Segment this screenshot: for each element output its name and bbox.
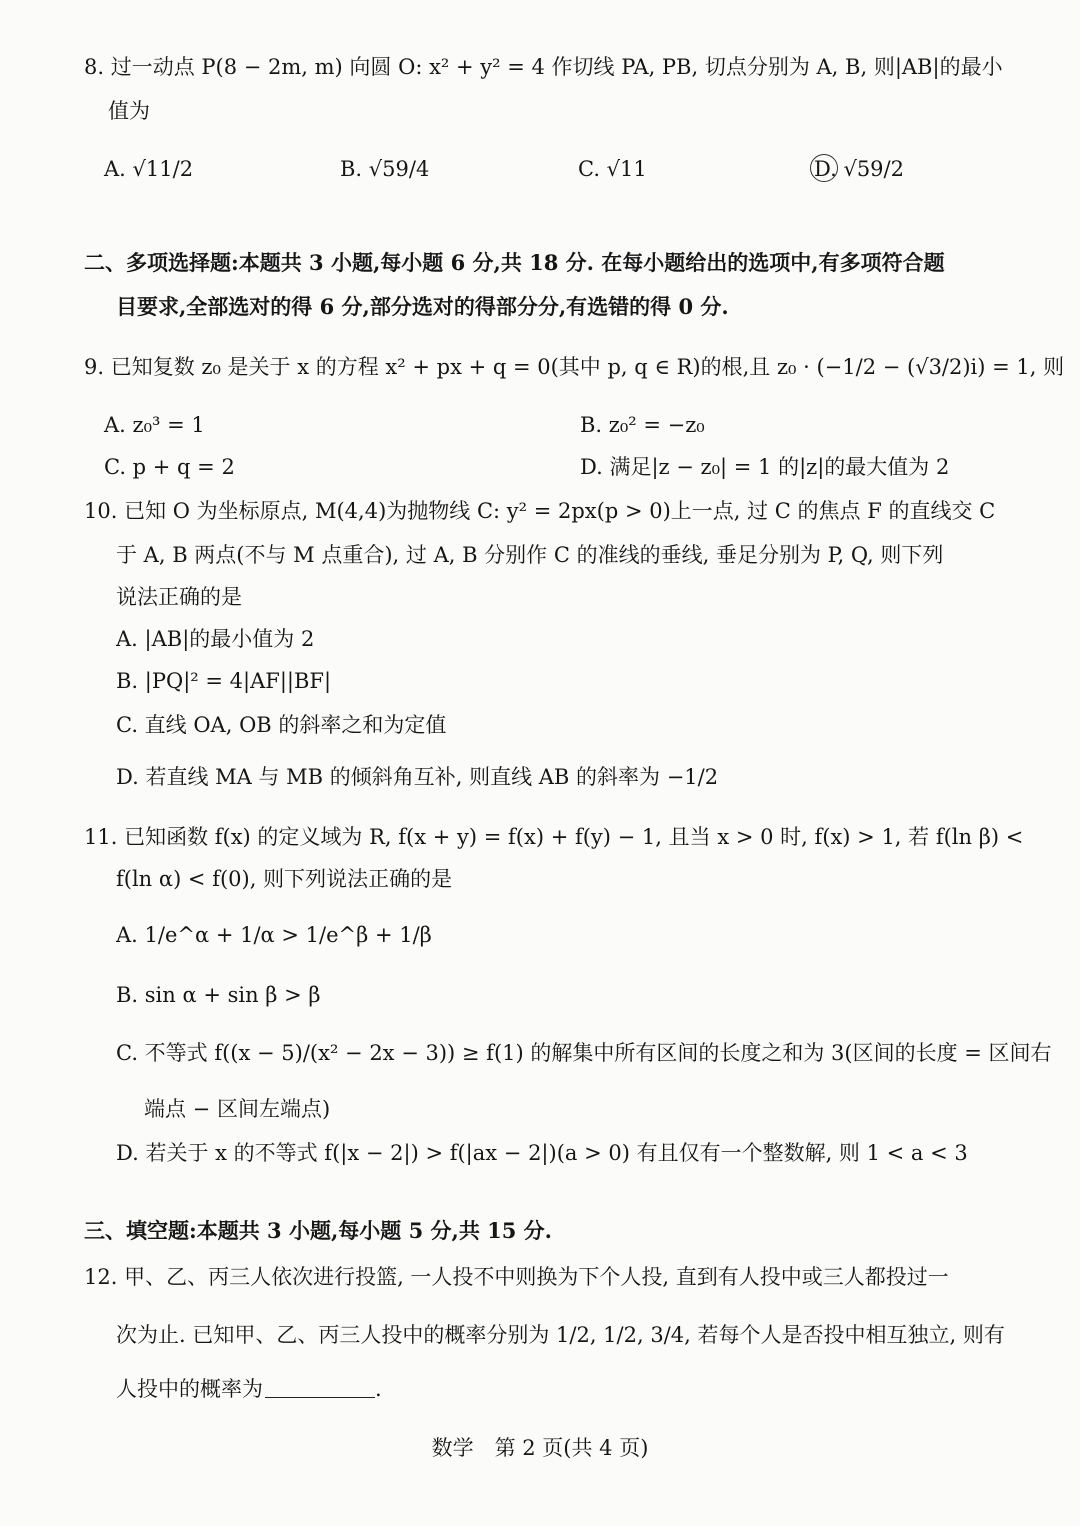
page-footer: 数学 第 2 页(共 4 页) — [431, 1436, 649, 1460]
q10-option-d: D. 若直线 MA 与 MB 的倾斜角互补, 则直线 AB 的斜率为 −1/2 — [116, 765, 719, 789]
q11-option-d: D. 若关于 x 的不等式 f(|x − 2|) > f(|ax − 2|)(a > 0) 有且仅有一个整数解, 则 1 < a < 3 — [116, 1141, 968, 1165]
q11-option-c-line2: 端点 − 区间左端点) — [144, 1097, 331, 1121]
answer-circle-mark — [810, 154, 838, 182]
q12-stem-line3 — [116, 1374, 382, 1404]
q12-stem-line1: 12. 甲、乙、丙三人依次进行投篮, 一人投不中则换为下个人投, 直到有人投中或三人都投过一 — [84, 1265, 949, 1289]
q10-stem-line2: 于 A, B 两点(不与 M 点重合), 过 A, B 分别作 C 的准线的垂线, 垂足分别为 P, Q, 则下列 — [116, 543, 944, 567]
q9-option-b: B. z₀² = −z₀ — [580, 413, 705, 437]
answer-blank — [265, 1375, 375, 1398]
q10-stem-line3: 说法正确的是 — [116, 585, 242, 609]
q10-option-c: C. 直线 OA, OB 的斜率之和为定值 — [116, 713, 447, 737]
section2-heading-line1: 二、多项选择题:本题共 3 小题,每小题 6 分,共 18 分. 在每小题给出的选项中,有多项符合题 — [84, 250, 945, 275]
section3-heading: 三、填空题:本题共 3 小题,每小题 5 分,共 15 分. — [84, 1218, 552, 1243]
q9-option-a: A. z₀³ = 1 — [104, 413, 205, 437]
q11-option-b: B. sin α + sin β > β — [116, 983, 321, 1007]
q9-option-d: D. 满足|z − z₀| = 1 的|z|的最大值为 2 — [580, 455, 950, 479]
q8-option-a: A. √11/2 — [104, 157, 194, 181]
q11-option-c-line1: C. 不等式 f((x − 5)/(x² − 2x − 3)) ≥ f(1) 的解集中所有区间的长度之和为 3(区间的长度 = 区间右 — [116, 1041, 1052, 1065]
q12-stem-line3-text: 人投中的概率为 — [116, 1377, 263, 1401]
q8-stem-line1: 8. 过一动点 P(8 − 2m, m) 向圆 O: x² + y² = 4 作切线 PA, PB, 切点分别为 A, B, 则|AB|的最小 — [84, 55, 1003, 79]
q10-stem-line1: 10. 已知 O 为坐标原点, M(4,4)为抛物线 C: y² = 2px(p > 0)上一点, 过 C 的焦点 F 的直线交 C — [84, 499, 996, 523]
q8-option-d-text: D. √59/2 — [814, 157, 904, 181]
q9-option-c: C. p + q = 2 — [104, 455, 235, 479]
q12-stem-line2: 次为止. 已知甲、乙、丙三人投中的概率分别为 1/2, 1/2, 3/4, 若每个人是否投中相互独立, 则有 — [116, 1323, 1005, 1347]
section2-heading-line2: 目要求,全部选对的得 6 分,部分选对的得部分分,有选错的得 0 分. — [116, 294, 729, 319]
q9-stem: 9. 已知复数 z₀ 是关于 x 的方程 x² + px + q = 0(其中 p, q ∈ R)的根,且 z₀ · (−1/2 − (√3/2)i) = 1, 则 — [84, 355, 1065, 379]
q10-option-a: A. |AB|的最小值为 2 — [116, 627, 315, 651]
q10-option-b: B. |PQ|² = 4|AF||BF| — [116, 669, 332, 693]
q12-stem-line3-end: . — [375, 1377, 382, 1401]
q11-stem-line1: 11. 已知函数 f(x) 的定义域为 R, f(x + y) = f(x) + f(y) − 1, 且当 x > 0 时, f(x) > 1, 若 f(ln β) < — [84, 825, 1024, 849]
q8-option-d — [814, 154, 904, 184]
q8-option-b: B. √59/4 — [340, 157, 430, 181]
q8-option-c: C. √11 — [578, 157, 647, 181]
q8-stem-line2: 值为 — [108, 99, 150, 123]
q11-stem-line2: f(ln α) < f(0), 则下列说法正确的是 — [116, 867, 453, 891]
q11-option-a: A. 1/e^α + 1/α > 1/e^β + 1/β — [116, 923, 432, 947]
